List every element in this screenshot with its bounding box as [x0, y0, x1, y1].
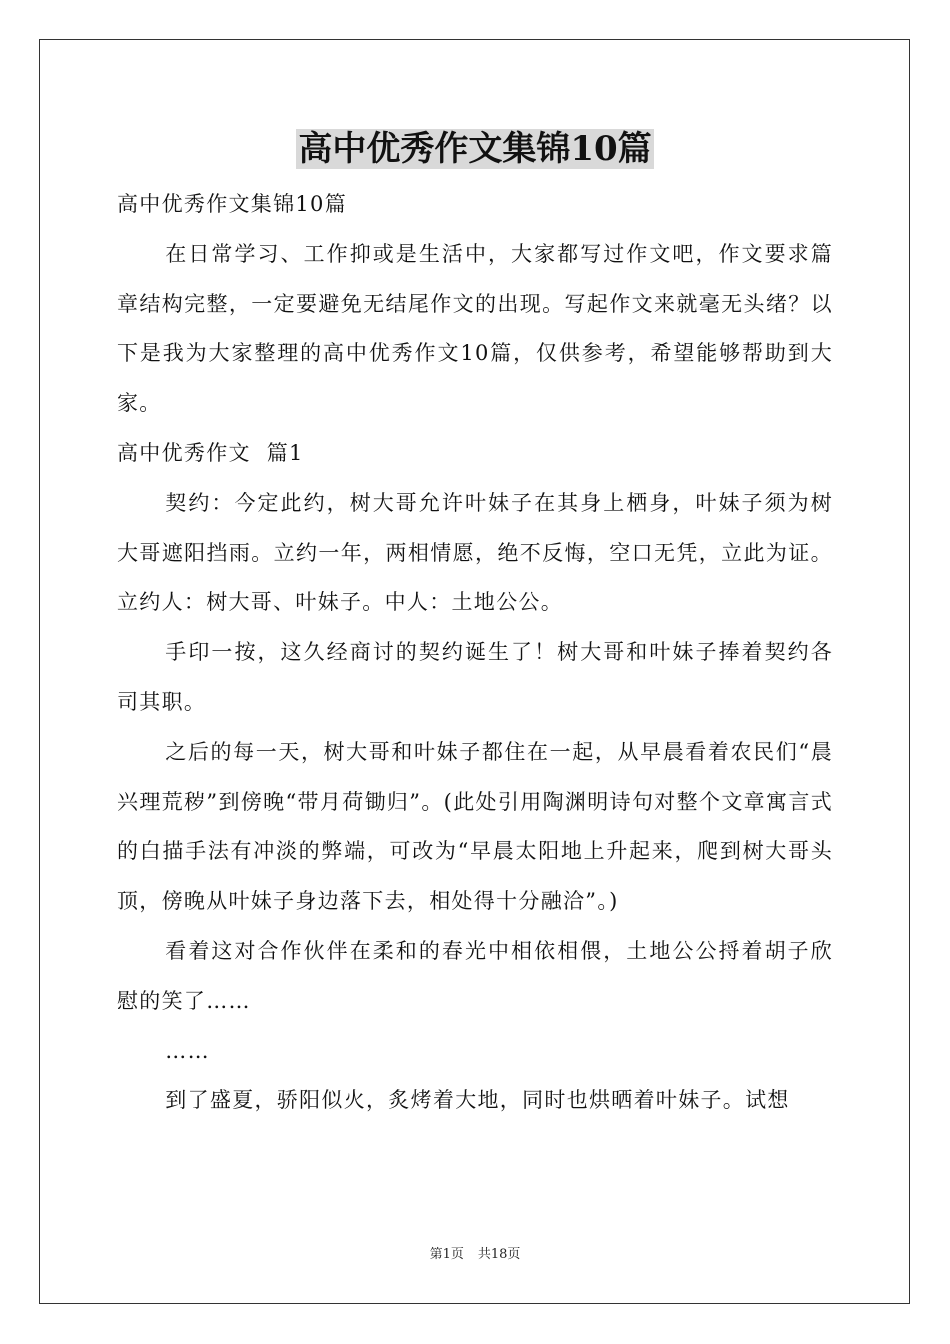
essay-paragraph-spring: 看着这对合作伙伴在柔和的春光中相依相偎，土地公公捋着胡子欣慰的笑了…… — [117, 938, 833, 1013]
document-body — [117, 180, 833, 1126]
essay-paragraph-daily: 之后的每一天，树大哥和叶妹子都住在一起，从早晨看着农民们“晨兴理荒秽”到傍晚“带月荷锄归”。(此处引用陶渊明诗句对整个文章寓言式的白描手法有冲淡的弊端，可改为“早晨太阳地上升起来，爬到树大哥头顶，傍晚从叶妹子身边落下去，相处得十分融洽”。) — [117, 739, 833, 914]
page-number: 第1页 — [429, 1247, 464, 1262]
document-title-text: 高中优秀作文集锦10篇 — [298, 129, 652, 169]
intro-paragraph: 在日常学习、工作抑或是生活中，大家都写过作文吧，作文要求篇章结构完整，一定要避免无结尾作文的出现。写起作文来就毫无头绪？以下是我为大家整理的高中优秀作文10篇，仅供参考，希望能够帮助到大家。 — [117, 241, 833, 416]
page-footer — [0, 1246, 950, 1264]
section-heading: 高中优秀作文 篇1 — [117, 440, 304, 465]
document-title — [0, 124, 950, 174]
essay-paragraph-ellipsis: …… — [165, 1038, 210, 1063]
document-subtitle: 高中优秀作文集锦10篇 — [117, 192, 348, 216]
essay-paragraph-summer: 到了盛夏，骄阳似火，炙烤着大地，同时也烘晒着叶妹子。试想 — [165, 1088, 790, 1113]
essay-paragraph-contract: 契约：今定此约，树大哥允许叶妹子在其身上栖身，叶妹子须为树大哥遮阳挡雨。立约一年，两相情愿，绝不反悔，空口无凭，立此为证。立约人：树大哥、叶妹子。中人：土地公公。 — [117, 490, 833, 615]
page-total: 共18页 — [477, 1247, 521, 1262]
essay-paragraph-handprint: 手印一按，这久经商讨的契约诞生了！树大哥和叶妹子捧着契约各司其职。 — [117, 640, 833, 714]
